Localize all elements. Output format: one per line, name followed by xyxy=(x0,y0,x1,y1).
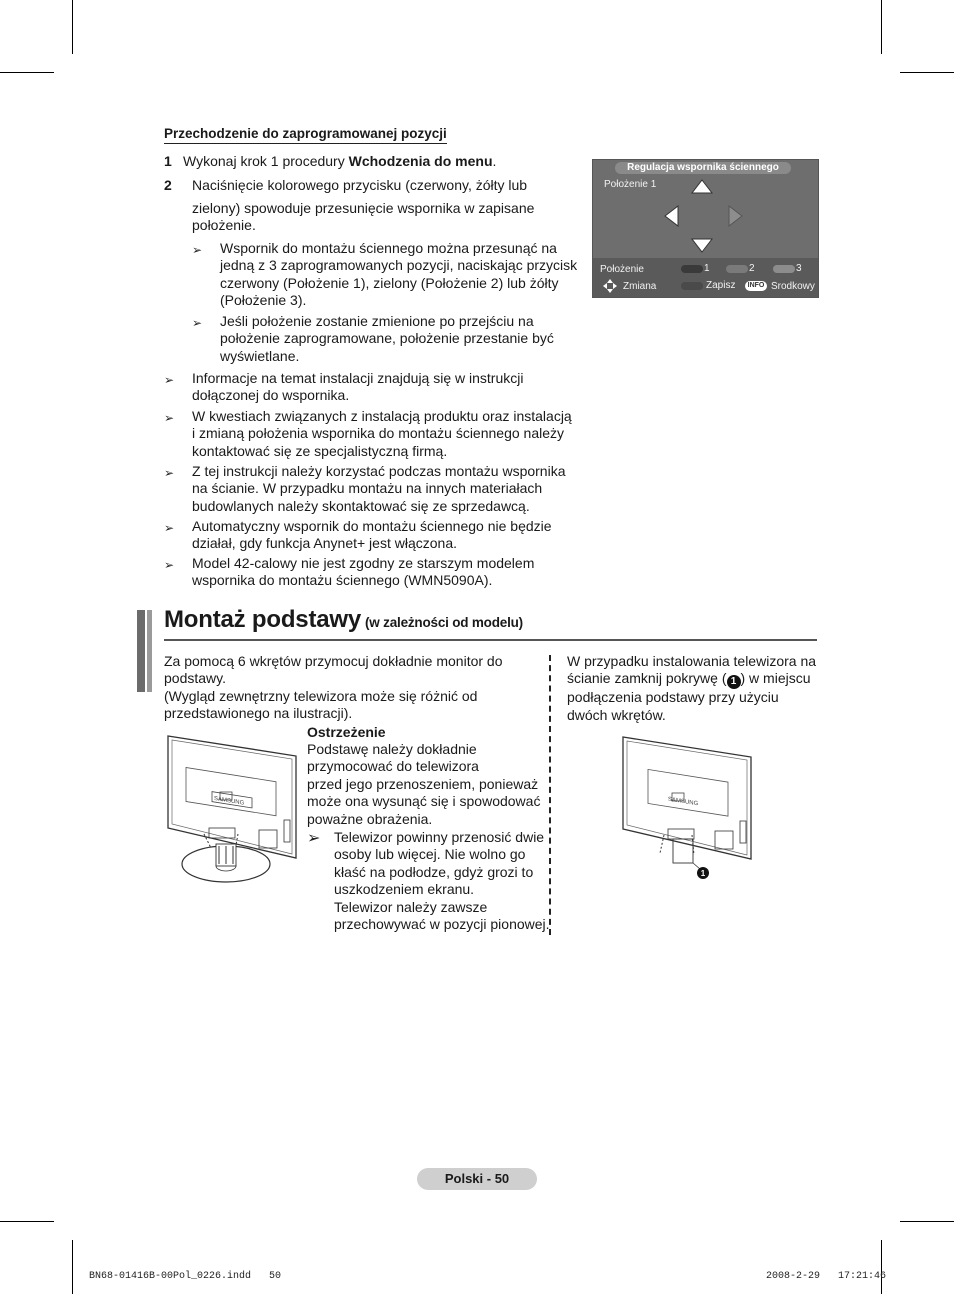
note-arrow-icon: ➢ xyxy=(164,466,175,480)
info-badge: INFO xyxy=(745,281,767,291)
note-arrow-icon: ➢ xyxy=(192,243,203,257)
brand-label: SAMSUNG xyxy=(668,796,699,808)
note-4: Automatyczny wspornik do montażu ściennego nie będzie działał, gdy funkcja Anynet+ jest włączona. xyxy=(192,518,552,552)
note-5: Model 42-calowy nie jest zgodny ze starszym modelem wspornika do montażu ściennego (WMN5090A). xyxy=(192,555,535,589)
crop-mark xyxy=(72,1240,73,1294)
brand-label: SAMSUNG xyxy=(214,795,245,807)
osd-center-label: Środkowy xyxy=(771,281,815,292)
crop-mark xyxy=(881,1240,882,1294)
page-number: Polski - 50 xyxy=(417,1168,537,1190)
step-number: 1 xyxy=(164,153,172,169)
osd-position-label: Położenie 1 xyxy=(604,179,657,190)
warning-note: Telewizor powinny przenosić dwie osoby lub więcej. Nie wolno go kłaść na podłodze, gdyż grozi to uszkodzeniem ekranu. Telewizor należy zawsze przechowywać w pozycji pionowej. xyxy=(334,829,550,933)
crop-mark xyxy=(0,72,54,73)
move-icon xyxy=(602,278,618,294)
step-text: Wykonaj krok 1 procedury Wchodzenia do menu. xyxy=(183,153,497,169)
crop-mark xyxy=(900,1221,954,1222)
tv-back-illustration xyxy=(620,735,756,880)
crop-mark xyxy=(900,72,954,73)
note-3: Z tej instrukcji należy korzystać podczas montażu wspornika na ścianie. W przypadku montażu na innych materiałach budowlanych należy skontaktować się ze sprzedawcą. xyxy=(192,463,566,514)
callout-badge: 1 xyxy=(727,675,741,689)
wall-mount-cover-text: W przypadku instalowania telewizora na ścianie zamknij pokrywę ( 1 ) w miejscu podłączenia podstawy przy użyciu dwóch wkrętów. xyxy=(567,653,817,723)
crop-mark xyxy=(881,0,882,54)
note-arrow-icon: ➢ xyxy=(164,558,175,572)
note-arrow-icon: ➢ xyxy=(164,373,175,387)
note-arrow-icon: ➢ xyxy=(164,521,175,535)
osd-wall-mount-menu: Regulacja wspornika ściennego Położenie 1 Położenie 1 2 3 Zmiana Zapisz INFO Środkowy xyxy=(592,159,819,298)
page-heading: Montaż podstawy (w zależności od modelu) xyxy=(164,606,523,633)
note-arrow-icon: ➢ xyxy=(164,411,175,425)
stand-instructions: Za pomocą 6 wkrętów przymocuj dokładnie monitor do podstawy. (Wygląd zewnętrzny telewizora może się różnić od przedstawionego na ilustracji). xyxy=(164,653,503,722)
note-1: Informacje na temat instalacji znajdują się w instrukcji dołączonej do wspornika. xyxy=(192,370,524,404)
section-heading: Przechodzenie do zaprogramowanej pozycji xyxy=(164,126,447,144)
note-arrow-icon: ➢ xyxy=(192,316,203,330)
enter-button-icon xyxy=(681,282,703,290)
heading-rule xyxy=(164,639,817,641)
osd-move-label: Zmiana xyxy=(623,281,657,292)
print-slug-file: BN68-01416B-00Pol_0226.indd 50 xyxy=(89,1271,282,1282)
note-2: W kwestiach związanych z instalacją produktu oraz instalacją i zmianą położenia wspornika do montażu ściennego należy kontaktować się ze specjalistyczną firmą. xyxy=(192,408,572,459)
sub-note-1: Wspornik do montażu ściennego można przesunąć na jedną z 3 zaprogramowanych pozycji, naciskając przycisk czerwony (Położenie 1), zielony (Położenie 2) lub żółty (Położenie 3). xyxy=(220,240,578,309)
heading-bar xyxy=(147,610,152,692)
sub-note-2: Jeśli położenie zostanie zmienione po przejściu na położenie zaprogramowane, położenie przestanie być wyświetlane. xyxy=(220,313,554,364)
direction-arrows-icon xyxy=(653,176,753,256)
print-slug-date: 2008-2-29 17:21:46 xyxy=(766,1271,887,1282)
warning-title: Ostrzeżenie xyxy=(307,724,386,740)
yellow-button-icon xyxy=(773,265,795,273)
tv-stand-illustration xyxy=(164,734,300,889)
osd-save-label: Zapisz xyxy=(706,280,736,291)
red-button-icon xyxy=(681,265,703,273)
heading-bar xyxy=(137,610,145,692)
osd-bottom-label: Położenie xyxy=(600,264,644,275)
step-number: 2 xyxy=(164,177,172,193)
warning-text: Podstawę należy dokładnie przymocować do telewizora przed jego przenoszeniem, ponieważ może ona wysunąć się i spowodować poważne obrażenia. xyxy=(307,741,541,827)
note-arrow-icon: ➢ xyxy=(307,830,321,847)
crop-mark xyxy=(72,0,73,54)
callout-number: 1 xyxy=(700,869,706,878)
column-divider xyxy=(549,655,551,935)
green-button-icon xyxy=(726,265,748,273)
crop-mark xyxy=(0,1221,54,1222)
osd-title: Regulacja wspornika ściennego xyxy=(615,162,791,174)
